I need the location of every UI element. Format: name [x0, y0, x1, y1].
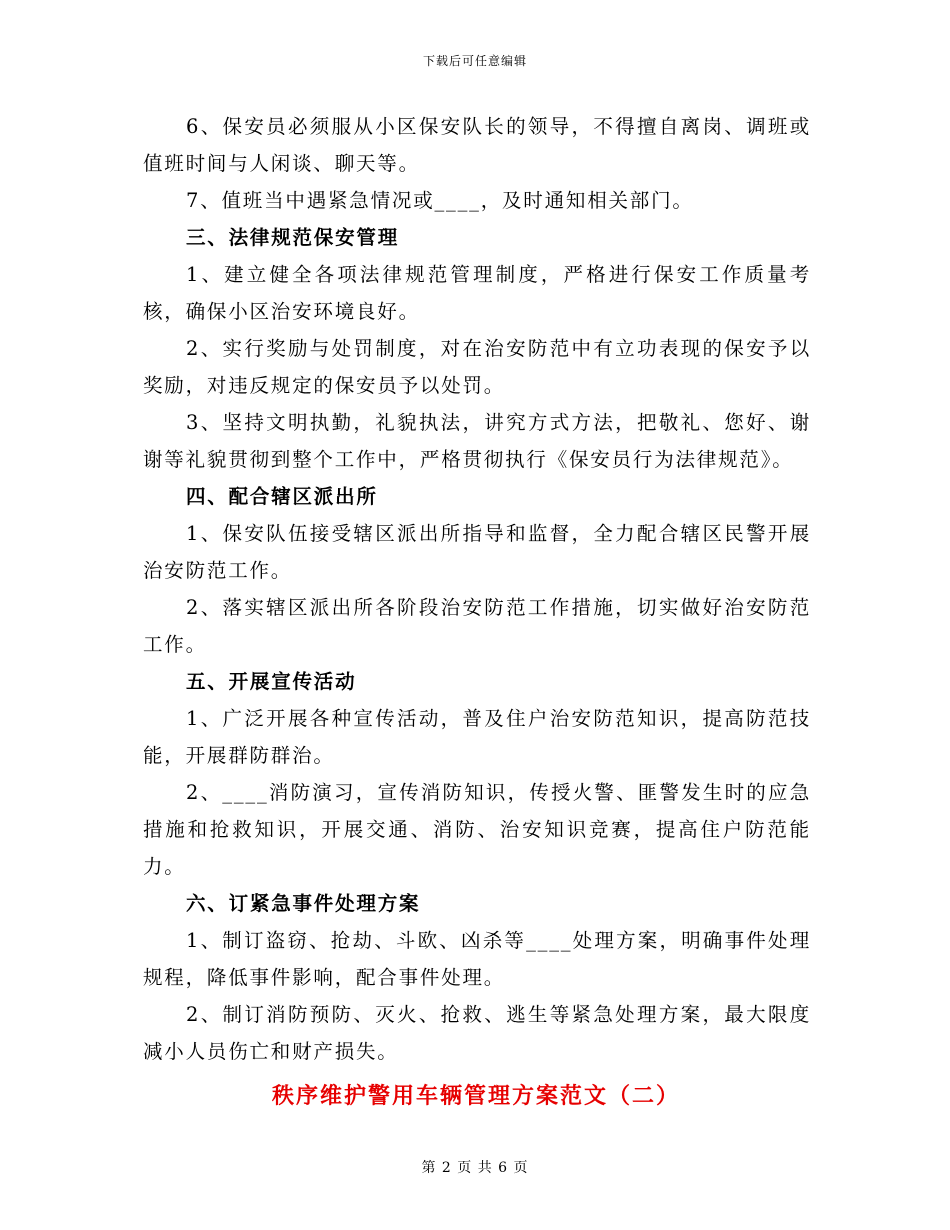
paragraph: 1、保安队伍接受辖区派出所指导和监督，全力配合辖区民警开展治安防范工作。	[143, 522, 811, 582]
paragraph: 2、____消防演习，宣传消防知识，传授火警、匪警发生时的应急措施和抢救知识，开展交通、消防、治安知识竞赛，提高住户防范能力。	[143, 781, 811, 878]
paragraph-6: 6、保安员必须服从小区保安队长的领导，不得擅自离岗、调班或值班时间与人闲谈、聊天等。	[143, 115, 811, 175]
page-number-footer: 第 2 页 共 6 页	[421, 1160, 529, 1176]
paragraph: 2、落实辖区派出所各阶段治安防范工作措施，切实做好治安防范工作。	[143, 596, 811, 656]
section-heading-3: 三、法律规范保安管理	[186, 226, 400, 249]
paragraph: 2、实行奖励与处罚制度，对在治安防范中有立功表现的保安予以奖励，对违反规定的保安员予以处罚。	[143, 337, 811, 397]
document-body	[143, 108, 811, 1118]
paragraph: 1、建立健全各项法律规范管理制度，严格进行保安工作质量考核，确保小区治安环境良好。	[143, 263, 811, 323]
paragraph: 1、制订盗窃、抢劫、斗欧、凶杀等____处理方案，明确事件处理规程，降低事件影响，配合事件处理。	[143, 929, 811, 989]
section-heading-4: 四、配合辖区派出所	[186, 485, 378, 508]
paragraph: 1、广泛开展各种宣传活动，普及住户治安防范知识，提高防范技能，开展群防群治。	[143, 707, 811, 767]
paragraph: 3、坚持文明执勤，礼貌执法，讲究方式方法，把敬礼、您好、谢谢等礼貌贯彻到整个工作中，严格贯彻执行《保安员行为法律规范》。	[143, 411, 811, 471]
document-title: 秩序维护警用车辆管理方案范文（二）	[271, 1083, 680, 1109]
section-heading-6: 六、订紧急事件处理方案	[186, 892, 421, 915]
page-header-note: 下载后可任意编辑	[422, 54, 527, 68]
section-heading-5: 五、开展宣传活动	[186, 670, 357, 693]
paragraph: 2、制订消防预防、灭火、抢救、逃生等紧急处理方案，最大限度减小人员伤亡和财产损失。	[143, 1003, 811, 1063]
paragraph-7: 7、值班当中遇紧急情况或____，及时通知相关部门。	[186, 189, 694, 212]
